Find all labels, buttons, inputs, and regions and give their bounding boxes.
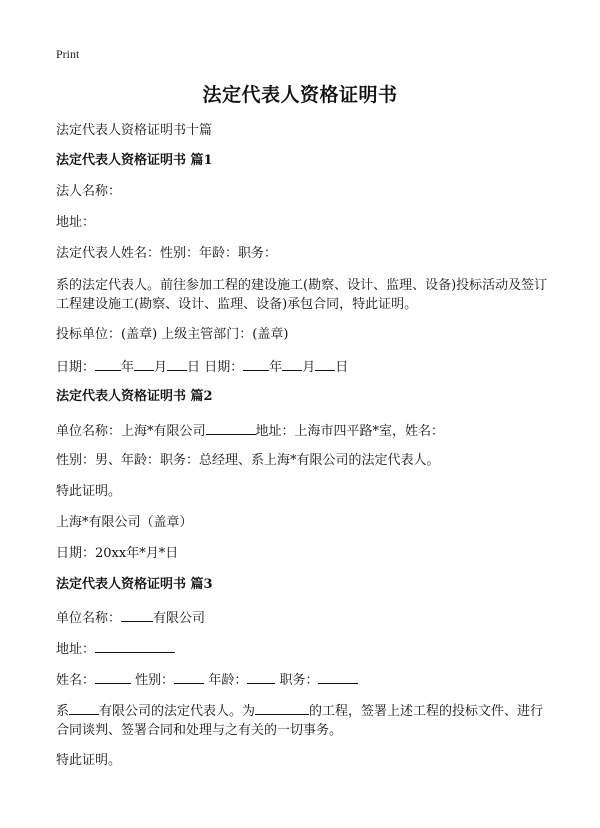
unit-name-suffix: 有限公司 [153,611,206,626]
blank-field [95,356,121,371]
address-line [56,638,556,659]
day-label: 日 [187,360,201,375]
date-line [56,356,556,377]
bidder-line: 投标单位：(盖章) 上级主管部门：(盖章) [56,327,289,342]
blank-field [121,607,153,622]
blank-field [95,638,175,653]
personal-info-line [56,669,556,690]
section-3-heading: 法定代表人资格证明书 篇3 [56,577,213,592]
print-link[interactable]: Print [56,47,80,61]
section-1-heading: 法定代表人资格证明书 篇1 [56,153,213,168]
address-label: 地址： [56,642,96,657]
age-label: 年龄： [208,673,248,688]
blank-field [247,669,275,684]
para-prefix: 系 [56,704,70,719]
certify-line: 特此证明。 [56,484,122,499]
gender-label: 性别： [135,673,175,688]
blank-field [134,356,154,371]
year-label: 年 [269,360,283,375]
date-label: 日期： [204,360,244,375]
blank-field [315,356,335,371]
name-label: 姓名： [56,673,96,688]
address-line: 地址： [56,215,96,230]
page-title: 法定代表人资格证明书 [202,84,398,106]
rep-info-line: 法定代表人姓名：性别：年龄：职务： [56,246,278,261]
document-subtitle: 法定代表人资格证明书十篇 [56,123,213,138]
date-label: 日期： [56,360,96,375]
month-label: 月 [302,360,316,375]
blank-field [206,420,256,435]
blank-field [243,356,269,371]
section-3-paragraph [56,700,556,740]
unit-name-label: 单位名称： [56,611,122,626]
unit-name-text: 单位名称：上海*有限公司 [56,424,206,439]
day-label: 日 [335,360,349,375]
gender-line: 性别：男、年龄：职务：总经理、系上海*有限公司的法定代表人。 [56,453,440,468]
unit-name-line [56,420,556,441]
blank-field [69,700,99,715]
section-2-heading: 法定代表人资格证明书 篇2 [56,389,213,404]
para-rest: 的工程，签署上述工程的投标文件、进行合同谈判、签署合同和处理与之有关的一切事务。 [56,704,544,738]
blank-field [255,700,309,715]
legal-name-line: 法人名称： [56,184,122,199]
blank-field [318,669,358,684]
blank-field [167,356,187,371]
blank-field [282,356,302,371]
position-label: 职务： [279,673,319,688]
para-mid: 有限公司的法定代表人。为 [99,704,256,719]
year-label: 年 [121,360,135,375]
unit-address-text: 地址：上海市四平路*室，姓名： [255,424,445,439]
date-line: 日期：20xx年*月*日 [56,546,179,561]
certify-line: 特此证明。 [56,753,122,768]
unit-name-line [56,607,556,628]
section-1-paragraph: 系的法定代表人。前往参加工程的建设施工(勘察、设计、监理、设备)投标活动及签订工程建设施工(勘察、设计、监理、设备)承包合同，特此证明。 [56,278,548,312]
company-seal-line: 上海*有限公司（盖章） [56,515,193,530]
blank-field [174,669,204,684]
month-label: 月 [154,360,168,375]
blank-field [95,669,131,684]
